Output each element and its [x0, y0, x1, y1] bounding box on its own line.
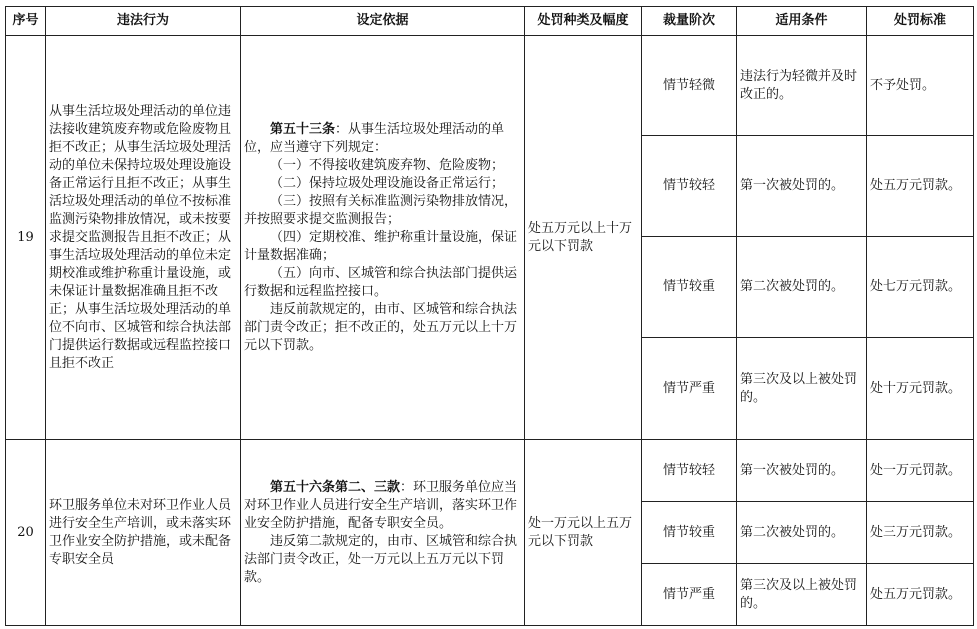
- basis-item: （五）向市、区城管和综合执法部门提供运行数据和远程监控接口。: [244, 265, 518, 299]
- condition-cell: 第三次及以上被处罚的。: [737, 338, 867, 440]
- level-cell: 情节较轻: [642, 440, 737, 502]
- basis-text: ：环卫服务单位应当对环卫作业人员进行安全生产培训，落实环卫作业安全防护措施，配备专职安全员。: [244, 479, 518, 531]
- standard-cell: 处五万元罚款。: [867, 564, 974, 626]
- basis-paragraph: [244, 121, 521, 157]
- basis-cell: [241, 36, 525, 440]
- level-cell: 情节较重: [642, 502, 737, 564]
- header-level: 裁量阶次: [642, 7, 737, 36]
- standard-cell: 不予处罚。: [867, 36, 974, 136]
- basis-item: （三）按照有关标准监测污染物排放情况，并按照要求提交监测报告；: [244, 193, 518, 227]
- basis-cell: [241, 440, 525, 626]
- level-cell: 情节严重: [642, 338, 737, 440]
- standard-cell: 处五万元罚款。: [867, 136, 974, 237]
- header-condition: 适用条件: [737, 7, 867, 36]
- level-cell: 情节较重: [642, 237, 737, 338]
- header-standard: 处罚标准: [867, 7, 974, 36]
- basis-text: ：从事生活垃圾处理活动的单位，应当遵守下列规定：: [244, 121, 505, 155]
- row-number: 19: [6, 36, 46, 440]
- header-row: [6, 7, 974, 36]
- standard-cell: 处十万元罚款。: [867, 338, 974, 440]
- penalty-table: [5, 6, 974, 626]
- level-cell: 情节较轻: [642, 136, 737, 237]
- basis-penalty-clause: 违反前款规定的，由市、区城管和综合执法部门责令改正；拒不改正的，处五万元以上十万元以下罚款。: [244, 301, 518, 353]
- violation-cell: 环卫服务单位未对环卫作业人员进行安全生产培训，或未落实环卫作业安全防护措施，或未配备专职安全员: [46, 440, 241, 626]
- article-title: 第五十三条: [270, 121, 336, 137]
- table-row: [6, 36, 974, 136]
- article-title: 第五十六条第二、三款: [270, 479, 401, 495]
- condition-cell: 第三次及以上被处罚的。: [737, 564, 867, 626]
- violation-cell: 从事生活垃圾处理活动的单位违法接收建筑废弃物或危险废物且拒不改正；从事生活垃圾处理活动的单位未保持垃圾处理设施设备正常运行且拒不改正；从事生活垃圾处理活动的单位不按标准监测污染物排放情况，或未按要求提交监测报告且拒不改正；从事生活垃圾处理活动的单位未定期校准或维护称重计量设施，或未保证计量数据准确且拒不改正；从事生活垃圾处理活动的单位不向市、区城管和综合执法部门提供运行数据或远程监控接口且拒不改正: [46, 36, 241, 440]
- header-no: 序号: [6, 7, 46, 36]
- header-basis: 设定依据: [241, 7, 525, 36]
- condition-cell: 第一次被处罚的。: [737, 136, 867, 237]
- condition-cell: 第一次被处罚的。: [737, 440, 867, 502]
- basis-penalty-clause: 违反第二款规定的，由市、区城管和综合执法部门责令改正，处一万元以上五万元以下罚款。: [244, 533, 518, 585]
- standard-cell: 处三万元罚款。: [867, 502, 974, 564]
- basis-item: （二）保持垃圾处理设施设备正常运行；: [270, 175, 505, 191]
- basis-paragraph: [244, 479, 521, 533]
- condition-cell: 第二次被处罚的。: [737, 237, 867, 338]
- penalty-range-cell: 处一万元以上五万元以下罚款: [525, 440, 642, 626]
- basis-item: （四）定期校准、维护称重计量设施，保证计量数据准确；: [244, 229, 518, 263]
- level-cell: 情节严重: [642, 564, 737, 626]
- row-number: 20: [6, 440, 46, 626]
- level-cell: 情节轻微: [642, 36, 737, 136]
- penalty-range-cell: 处五万元以上十万元以下罚款: [525, 36, 642, 440]
- basis-item: （一）不得接收建筑废弃物、危险废物；: [270, 157, 505, 173]
- header-violation: 违法行为: [46, 7, 241, 36]
- standard-cell: 处一万元罚款。: [867, 440, 974, 502]
- condition-cell: 违法行为轻微并及时改正的。: [737, 36, 867, 136]
- condition-cell: 第二次被处罚的。: [737, 502, 867, 564]
- standard-cell: 处七万元罚款。: [867, 237, 974, 338]
- table-row: [6, 440, 974, 502]
- header-penalty-range: 处罚种类及幅度: [525, 7, 642, 36]
